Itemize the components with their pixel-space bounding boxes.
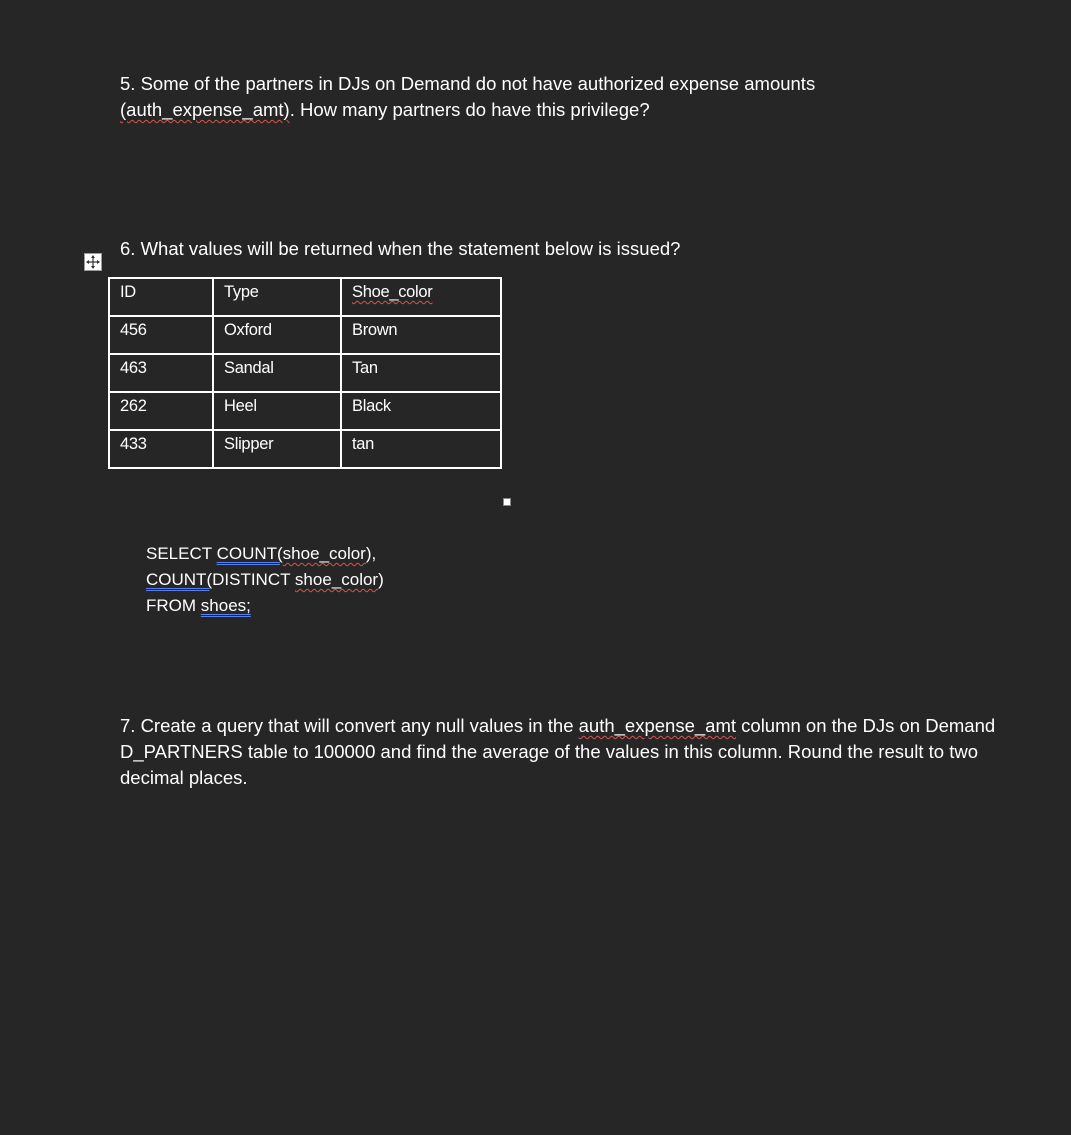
cell-type: Slipper bbox=[213, 430, 341, 468]
table-row bbox=[109, 316, 501, 354]
cell-id: 456 bbox=[109, 316, 213, 354]
cell-id: 463 bbox=[109, 354, 213, 392]
header-id: ID bbox=[109, 278, 213, 316]
sql-line-2-end: ) bbox=[378, 570, 384, 589]
sql-line-2 bbox=[146, 567, 384, 593]
question-7-text: 7. Create a query that will convert any null values in the bbox=[120, 715, 579, 736]
cell-type: Sandal bbox=[213, 354, 341, 392]
header-shoe-color bbox=[341, 278, 501, 316]
cell-id: 262 bbox=[109, 392, 213, 430]
table-row bbox=[109, 430, 501, 468]
header-shoe-color-text: Shoe_color bbox=[352, 283, 433, 301]
question-6: 6. What values will be returned when the statement below is issued? bbox=[120, 238, 681, 259]
table-header-row bbox=[109, 278, 501, 316]
sql-statement bbox=[146, 541, 384, 619]
question-5-code: (auth_expense_amt) bbox=[120, 99, 290, 120]
cell-type: Heel bbox=[213, 392, 341, 430]
sql-line-1-end: ), bbox=[365, 544, 377, 563]
sql-line-3 bbox=[146, 593, 384, 619]
sql-count-function: COUNT( bbox=[146, 570, 213, 589]
sql-select-keyword: SELECT bbox=[146, 544, 217, 563]
cell-id: 433 bbox=[109, 430, 213, 468]
sql-column-name: shoe_color bbox=[294, 570, 379, 589]
table-resize-handle[interactable] bbox=[503, 498, 511, 506]
table-row bbox=[109, 354, 501, 392]
sql-table-name: shoes; bbox=[200, 596, 251, 615]
table-move-handle-icon[interactable] bbox=[84, 253, 102, 271]
sql-from-keyword: FROM bbox=[146, 596, 201, 615]
question-7 bbox=[120, 713, 1020, 791]
header-type: Type bbox=[213, 278, 341, 316]
cell-shoe-color: tan bbox=[341, 430, 501, 468]
cell-shoe-color: Tan bbox=[341, 354, 501, 392]
table-row bbox=[109, 392, 501, 430]
cell-shoe-color: Black bbox=[341, 392, 501, 430]
question-5-text: 5. Some of the partners in DJs on Demand do not have authorized expense amounts bbox=[120, 73, 816, 94]
cell-shoe-color: Brown bbox=[341, 316, 501, 354]
sql-line-1 bbox=[146, 541, 384, 567]
sql-distinct-keyword: DISTINCT bbox=[212, 570, 295, 589]
sql-count-function: COUNT( bbox=[216, 544, 283, 563]
sql-column-name: shoe_color bbox=[282, 544, 366, 563]
question-7-text-end: column on the DJs on Demand D_PARTNERS table to 100000 and find the average of the values in this column. Round the result to two decimal places. bbox=[120, 715, 996, 788]
question-5-text-end: . How many partners do have this privilege? bbox=[289, 99, 650, 120]
cell-type: Oxford bbox=[213, 316, 341, 354]
question-7-code: auth_expense_amt bbox=[578, 715, 737, 736]
question-5 bbox=[120, 71, 900, 123]
shoes-table bbox=[108, 277, 502, 469]
